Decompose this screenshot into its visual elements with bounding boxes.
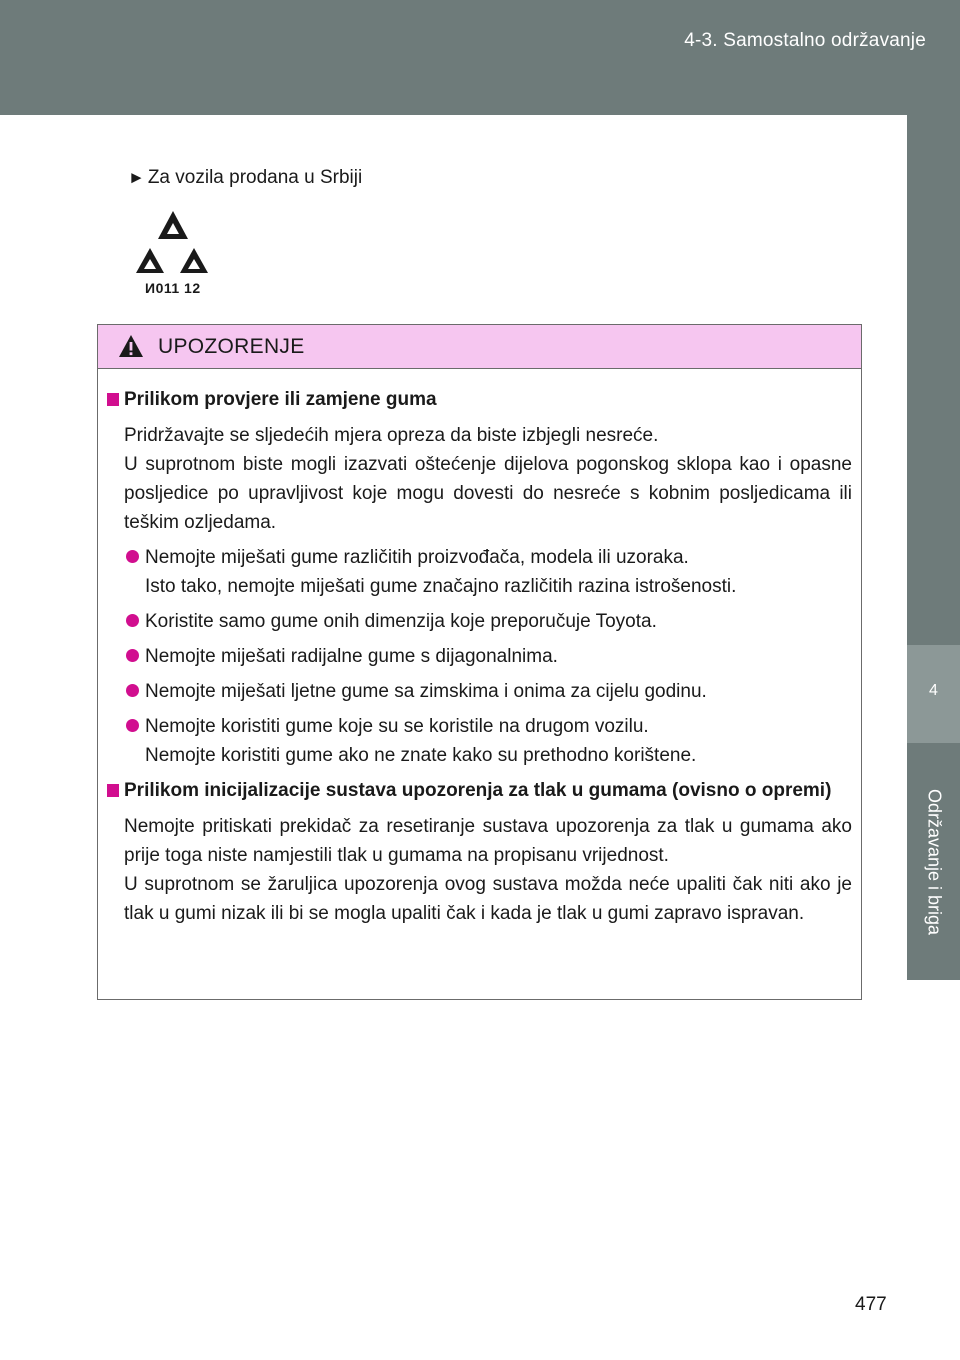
circle-bullet-icon [126, 614, 139, 627]
list-item: Koristite samo gume onih dimenzija koje preporučuje Toyota. [107, 607, 852, 636]
circle-bullet-icon [126, 719, 139, 732]
paragraph-line: Nemojte pritiskati prekidač za resetiranje sustava upozorenja za tlak u gumama ako prije toga niste namjestili tlak u gumama na propisanu vrijednost. [124, 816, 852, 866]
square-bullet-icon [107, 784, 119, 797]
warning-header [98, 325, 861, 369]
warning-title: UPOZORENJE [158, 335, 305, 358]
side-tab-upper [907, 115, 960, 645]
list-item: Nemojte koristiti gume koje su se koristile na drugom vozilu. Nemojte koristiti gume ako ne znate kako su prethodno korištene. [107, 712, 852, 770]
section-heading-tpws-init: Prilikom inicijalizacije sustava upozorenja za tlak u gumama (ovisno o opremi) [107, 776, 852, 805]
warning-triangle-icon [118, 334, 144, 358]
circle-bullet-icon [126, 649, 139, 662]
section-heading-tyre-check: Prilikom provjere ili zamjene guma [107, 385, 852, 414]
mark-code: И011 12 [145, 280, 201, 296]
arrow-right-icon: ► [128, 168, 145, 187]
chapter-number: 4 [929, 682, 938, 699]
circle-bullet-icon [126, 684, 139, 697]
list-item: Nemojte miješati radijalne gume s dijagonalnima. [107, 642, 852, 671]
warning-box [97, 324, 862, 1000]
list-item: Nemojte miješati ljetne gume sa zimskima i onima za cijelu godinu. [107, 677, 852, 706]
section-title: 4-3. Samostalno održavanje [684, 30, 926, 51]
paragraph-line: U suprotnom se žaruljica upozorenja ovog sustava možda neće upaliti čak niti ako je tlak u gumi nizak ili bi se mogla upaliti čak i kada je tlak u gumi zapravo ispravan. [124, 874, 852, 924]
market-label: Za vozila prodana u Srbiji [147, 167, 363, 188]
header-band [0, 0, 960, 115]
list-item: Nemojte miješati gume različitih proizvođača, modela ili uzoraka. Isto tako, nemojte miješati gume značajno različitih razina istrošenosti. [107, 543, 852, 601]
paragraph-line: Pridržavajte se sljedećih mjera opreza da biste izbjegli nesreće. [124, 425, 659, 446]
paragraph [107, 421, 852, 537]
paragraph [107, 812, 852, 928]
chapter-title: Održavanje i briga [924, 788, 945, 936]
paragraph-line: U suprotnom biste mogli izazvati oštećenje dijelova pogonskog sklopa kao i opasne posljedice po upravljivost koje mogu dovesti do nesreće s kobnim posljedicama ili teškim ozljedama. [124, 454, 852, 533]
circle-bullet-icon [126, 550, 139, 563]
square-bullet-icon [107, 393, 119, 406]
market-line [128, 167, 362, 189]
page-number: 477 [855, 1294, 887, 1315]
warning-body [98, 369, 861, 928]
